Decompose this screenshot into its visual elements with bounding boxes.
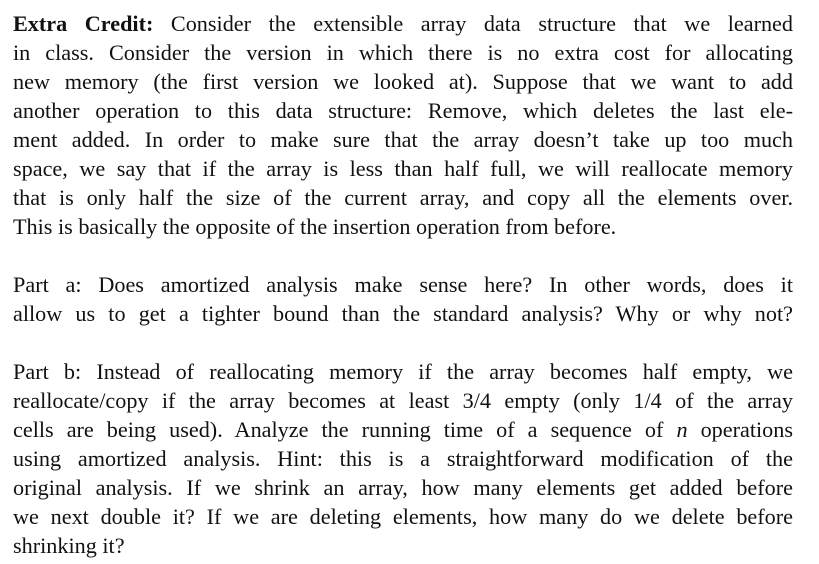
text-line: shrinking it?: [13, 533, 125, 558]
text-line: we next double it? If we are deleting elements, how many do we delete before: [13, 504, 793, 529]
text-line: cells are being used). Analyze the running time of a sequence of n operations: [13, 417, 793, 442]
text-line: that is only half the size of the current array, and copy all the elements over.: [13, 185, 793, 210]
text-line: Part a: Does amortized analysis make sense here? In other words, does it: [13, 272, 793, 297]
text-line: original analysis. If we shrink an array, how many elements get added before: [13, 475, 793, 500]
text-line: Extra Credit: Consider the extensible array data structure that we learned: [13, 11, 793, 36]
part-a-paragraph: [13, 270, 793, 328]
math-variable-n: n: [676, 417, 688, 442]
text-line: ment added. In order to make sure that the array doesn’t take up too much: [13, 127, 793, 152]
extra-credit-heading: Extra Credit:: [13, 11, 154, 36]
text-line: another operation to this data structure: Remove, which deletes the last ele-: [13, 98, 793, 123]
text-line: This is basically the opposite of the insertion operation from before.: [13, 214, 617, 239]
text-line: using amortized analysis. Hint: this is a straightforward modification of the: [13, 446, 793, 471]
text-line: allow us to get a tighter bound than the standard analysis? Why or why not?: [13, 301, 793, 326]
text-line: in class. Consider the version in which there is no extra cost for allocating: [13, 40, 793, 65]
text-line: space, we say that if the array is less than half full, we will reallocate memory: [13, 156, 793, 181]
problem-document: [13, 9, 793, 560]
text-line: Part b: Instead of reallocating memory if the array becomes half empty, we: [13, 359, 793, 384]
part-b-paragraph: [13, 357, 793, 560]
text-line: reallocate/copy if the array becomes at least 3/4 empty (only 1/4 of the array: [13, 388, 793, 413]
extra-credit-paragraph: [13, 9, 793, 241]
text-line: new memory (the first version we looked at). Suppose that we want to add: [13, 69, 793, 94]
